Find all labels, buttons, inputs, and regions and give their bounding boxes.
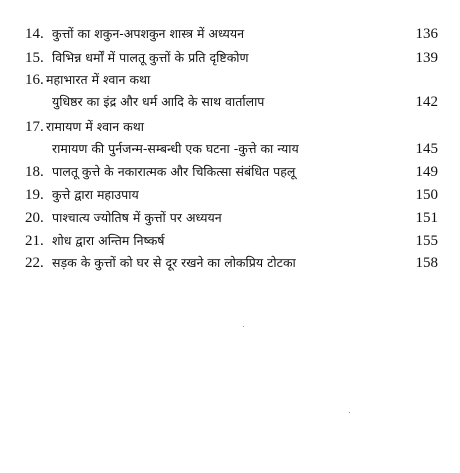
entry-page: 142	[415, 94, 438, 110]
entry-title: युधिष्ठर का इंद्र और धर्म आदि के साथ वार्तालाप	[52, 94, 265, 109]
entry-number: 21.	[25, 233, 44, 249]
entry-page: 149	[415, 164, 438, 180]
toc-entry-21	[0, 230, 460, 250]
toc-entry-14	[0, 23, 460, 43]
scan-speck	[349, 412, 350, 413]
entry-title: कुत्तों का शकुन-अपशकुन शास्त्र में अध्ययन	[52, 26, 245, 41]
entry-page: 155	[415, 233, 438, 249]
entry-page: 145	[415, 141, 438, 157]
toc-entry-22	[0, 252, 460, 272]
entry-title: महाभारत में श्वान कथा	[46, 72, 151, 87]
entry-number: 22.	[25, 255, 44, 271]
entry-page: 150	[415, 187, 438, 203]
entry-title: कुत्ते द्वारा महाउपाय	[52, 187, 139, 202]
entry-title: रामायण की पुर्नजन्म-सम्बन्धी एक घटना -कुत्ते का न्याय	[52, 141, 299, 156]
entry-number: 16.	[25, 72, 44, 88]
entry-title: पाश्चात्य ज्योतिष में कुत्तों पर अध्ययन	[52, 210, 222, 225]
toc-entry-17-sub	[0, 138, 460, 158]
entry-title: पालतू कुत्ते के नकारात्मक और चिकित्सा संबंधित पहलू	[52, 164, 296, 179]
toc-entry-15	[0, 47, 460, 67]
toc-entry-16-sub	[0, 91, 460, 111]
entry-number: 19.	[25, 187, 44, 203]
entry-number: 15.	[25, 50, 44, 66]
entry-page: 151	[415, 210, 438, 226]
entry-title: शोध द्वारा अन्तिम निष्कर्ष	[52, 233, 165, 248]
entry-number: 20.	[25, 210, 44, 226]
entry-title: रामायण में श्वान कथा	[46, 119, 145, 134]
entry-number: 14.	[25, 26, 44, 42]
toc-entry-16	[0, 69, 460, 89]
entry-title: सड़क के कुत्तों को घर से दूर रखने का लोकप्रिय टोटका	[52, 255, 296, 270]
entry-number: 17.	[25, 119, 44, 135]
toc-entry-18	[0, 161, 460, 181]
toc-entry-20	[0, 207, 460, 227]
entry-title: विभिन्न धर्मों में पालतू कुत्तों के प्रति दृष्टिकोण	[52, 50, 249, 65]
entry-page: 139	[415, 50, 438, 66]
entry-page: 158	[415, 255, 438, 271]
toc-entry-19	[0, 184, 460, 204]
entry-page: 136	[415, 26, 438, 42]
scan-speck	[243, 326, 244, 327]
toc-entry-17	[0, 116, 460, 136]
entry-number: 18.	[25, 164, 44, 180]
